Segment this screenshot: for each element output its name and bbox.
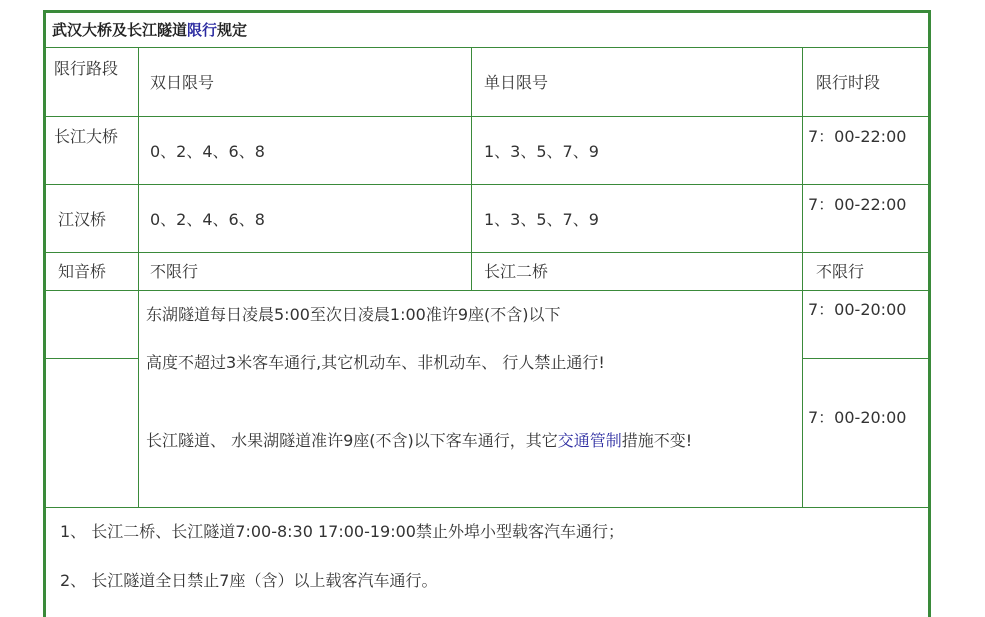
tunnel-line3-pre: 长江隧道、 水果湖隧道准许9座(不含)以下客车通行，其它	[146, 431, 558, 450]
row3-odd: 长江二桥	[484, 262, 549, 281]
grid-line	[471, 48, 472, 290]
note-2: 2、 长江隧道全日禁止7座（含）以上载客汽车通行。	[60, 571, 438, 590]
row3-period: 不限行	[816, 262, 865, 281]
header-odd: 单日限号	[484, 73, 549, 92]
row2-even: 0、2、4、6、8	[150, 210, 265, 229]
row1-period: 7：00-22:00	[808, 127, 907, 146]
header-period: 限行时段	[816, 73, 881, 92]
tunnel-period2: 7：00-20:00	[808, 408, 907, 427]
title-part2: 规定	[217, 21, 248, 39]
grid-line	[46, 252, 928, 253]
grid-line	[46, 184, 928, 185]
grid-line	[46, 507, 928, 508]
row1-even: 0、2、4、6、8	[150, 142, 265, 161]
row2-period: 7：00-22:00	[808, 195, 907, 214]
row2-odd: 1、3、5、7、9	[484, 210, 599, 229]
title-link[interactable]: 限行	[187, 21, 218, 39]
grid-line	[802, 358, 928, 359]
header-even: 双日限号	[150, 73, 215, 92]
row3-segment: 知音桥	[58, 262, 107, 281]
traffic-control-link[interactable]: 交通管制	[557, 431, 622, 450]
grid-line	[46, 116, 928, 117]
row1-odd: 1、3、5、7、9	[484, 142, 599, 161]
page-title	[46, 13, 928, 48]
header-segment: 限行路段	[54, 59, 119, 78]
grid-line	[46, 358, 138, 359]
note-1: 1、 长江二桥、长江隧道7:00-8:30 17:00-19:00禁止外埠小型载客汽车通行；	[60, 522, 624, 541]
tunnel-line3	[146, 426, 794, 455]
row1-segment: 长江大桥	[54, 127, 119, 146]
tunnel-line3-post: 措施不变!	[621, 431, 693, 450]
tunnel-line1: 东湖隧道每日凌晨5:00至次日凌晨1:00准许9座(不含)以下	[146, 305, 561, 324]
tunnel-period1: 7：00-20:00	[808, 300, 907, 319]
tunnel-line2: 高度不超过3米客车通行,其它机动车、非机动车、 行人禁止通行!	[146, 353, 605, 372]
grid-line	[46, 290, 928, 291]
title-part1: 武汉大桥及长江隧道	[52, 21, 188, 39]
row2-segment: 江汉桥	[58, 210, 107, 229]
row3-even: 不限行	[150, 262, 199, 281]
